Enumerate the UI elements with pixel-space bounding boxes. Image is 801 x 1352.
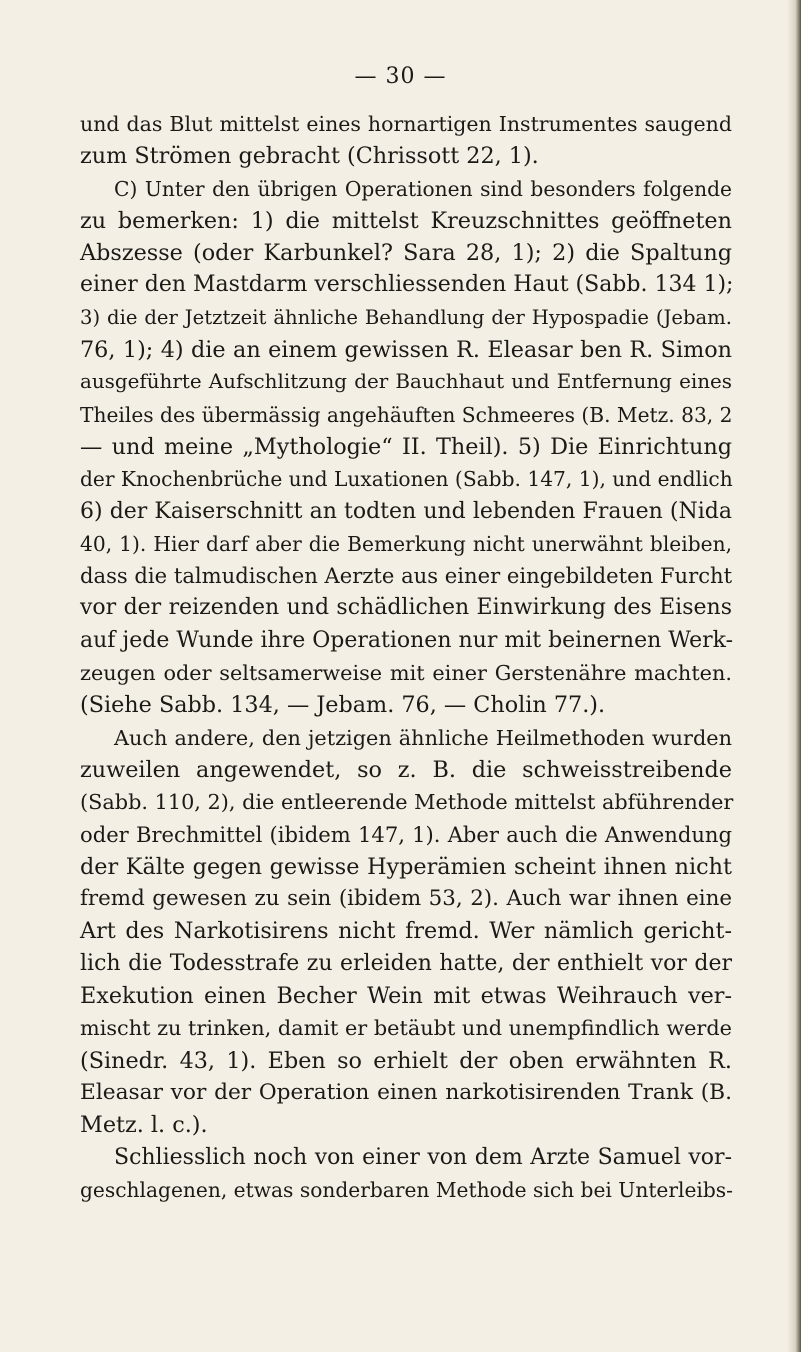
text-line: 76, 1); 4) die an einem gewissen R. Eleasar ben R. Simon (80, 337, 732, 364)
text-line: einer den Mastdarm verschliessenden Haut (Sabb. 134 1); (80, 272, 734, 298)
text-line: vor der reizenden und schädlichen Einwirkung des Eisens (80, 595, 732, 621)
text-line: auf jede Wunde ihre Operationen nur mit beinernen Werk- (80, 627, 733, 653)
text-line: Art des Narkotisirens nicht fremd. Wer nämlich gericht- (80, 918, 732, 945)
text-line: (Sinedr. 43, 1). Eben so erhielt der oben erwähnten R. (80, 1047, 732, 1074)
text-line: 6) der Kaiserschnitt an todten und lebenden Frauen (Nida (80, 498, 732, 524)
text-line: Theiles des übermässig angehäuften Schmeeres (B. Metz. 83, 2 (80, 402, 733, 427)
text-line: geschlagenen, etwas sonderbaren Methode sich bei Unterleibs- (80, 1177, 733, 1202)
text-line: zum Strömen gebracht (Chrissott 22, 1). (80, 143, 539, 170)
text-line: Auch andere, den jetzigen ähnliche Heilmethoden wurden (114, 725, 732, 750)
text-line: zu bemerken: 1) die mittelst Kreuzschnittes geöffneten (80, 207, 732, 234)
text-line: Exekution einen Becher Wein mit etwas Weihrauch ver- (80, 983, 732, 1010)
text-line: oder Brechmittel (ibidem 147, 1). Aber auch die Anwendung (80, 821, 732, 847)
text-line: lich die Todesstrafe zu erleiden hatte, der enthielt vor der (80, 950, 732, 976)
text-line: Metz. l. c.). (80, 1112, 208, 1139)
text-line: 40, 1). Hier darf aber die Bemerkung nicht unerwähnt bleiben, (80, 531, 732, 556)
text-line: der Kälte gegen gewisse Hyperämien scheint ihnen nicht (80, 853, 732, 880)
text-line: und das Blut mittelst eines hornartigen Instrumentes saugend (80, 112, 732, 136)
page-number: — 30 — (354, 64, 447, 89)
text-line: (Sabb. 110, 2), die entleerende Methode mittelst abführender (80, 790, 734, 815)
text-line: zuweilen angewendet, so z. B. die schweisstreibende (80, 756, 732, 783)
text-line: fremd gewesen zu sein (ibidem 53, 2). Auch war ihnen eine (80, 886, 732, 912)
body-text (80, 108, 732, 1206)
text-line: (Siehe Sabb. 134, — Jebam. 76, — Cholin 77.). (80, 692, 606, 719)
text-line: ausgeführte Aufschlitzung der Bauchhaut und Entfernung eines (80, 370, 732, 394)
text-line: dass die talmudischen Aerzte aus einer eingebildeten Furcht (80, 563, 733, 589)
text-line: 3) die der Jetztzeit ähnliche Behandlung der Hypospadie (Jebam. (80, 305, 732, 329)
text-line: zeugen oder seltsamerweise mit einer Gerstenähre machten. (80, 661, 732, 686)
text-line: Eleasar vor der Operation einen narkotisirenden Trank (B. (80, 1079, 732, 1105)
text-line: Abszesse (oder Karbunkel? Sara 28, 1); 2) die Spaltung (80, 240, 732, 267)
text-line: mischt zu trinken, damit er betäubt und unempfindlich werde (80, 1016, 732, 1041)
text-line: — und meine „Mythologie“ II. Theil). 5) Die Einrichtung (80, 433, 732, 460)
text-line: der Knochenbrüche und Luxationen (Sabb. 147, 1), und endlich (80, 467, 733, 492)
text-line: C) Unter den übrigen Operationen sind besonders folgende (114, 176, 732, 201)
page-edge (787, 0, 801, 1352)
text-line: Schliesslich noch von einer von dem Arzte Samuel vor- (114, 1144, 732, 1170)
